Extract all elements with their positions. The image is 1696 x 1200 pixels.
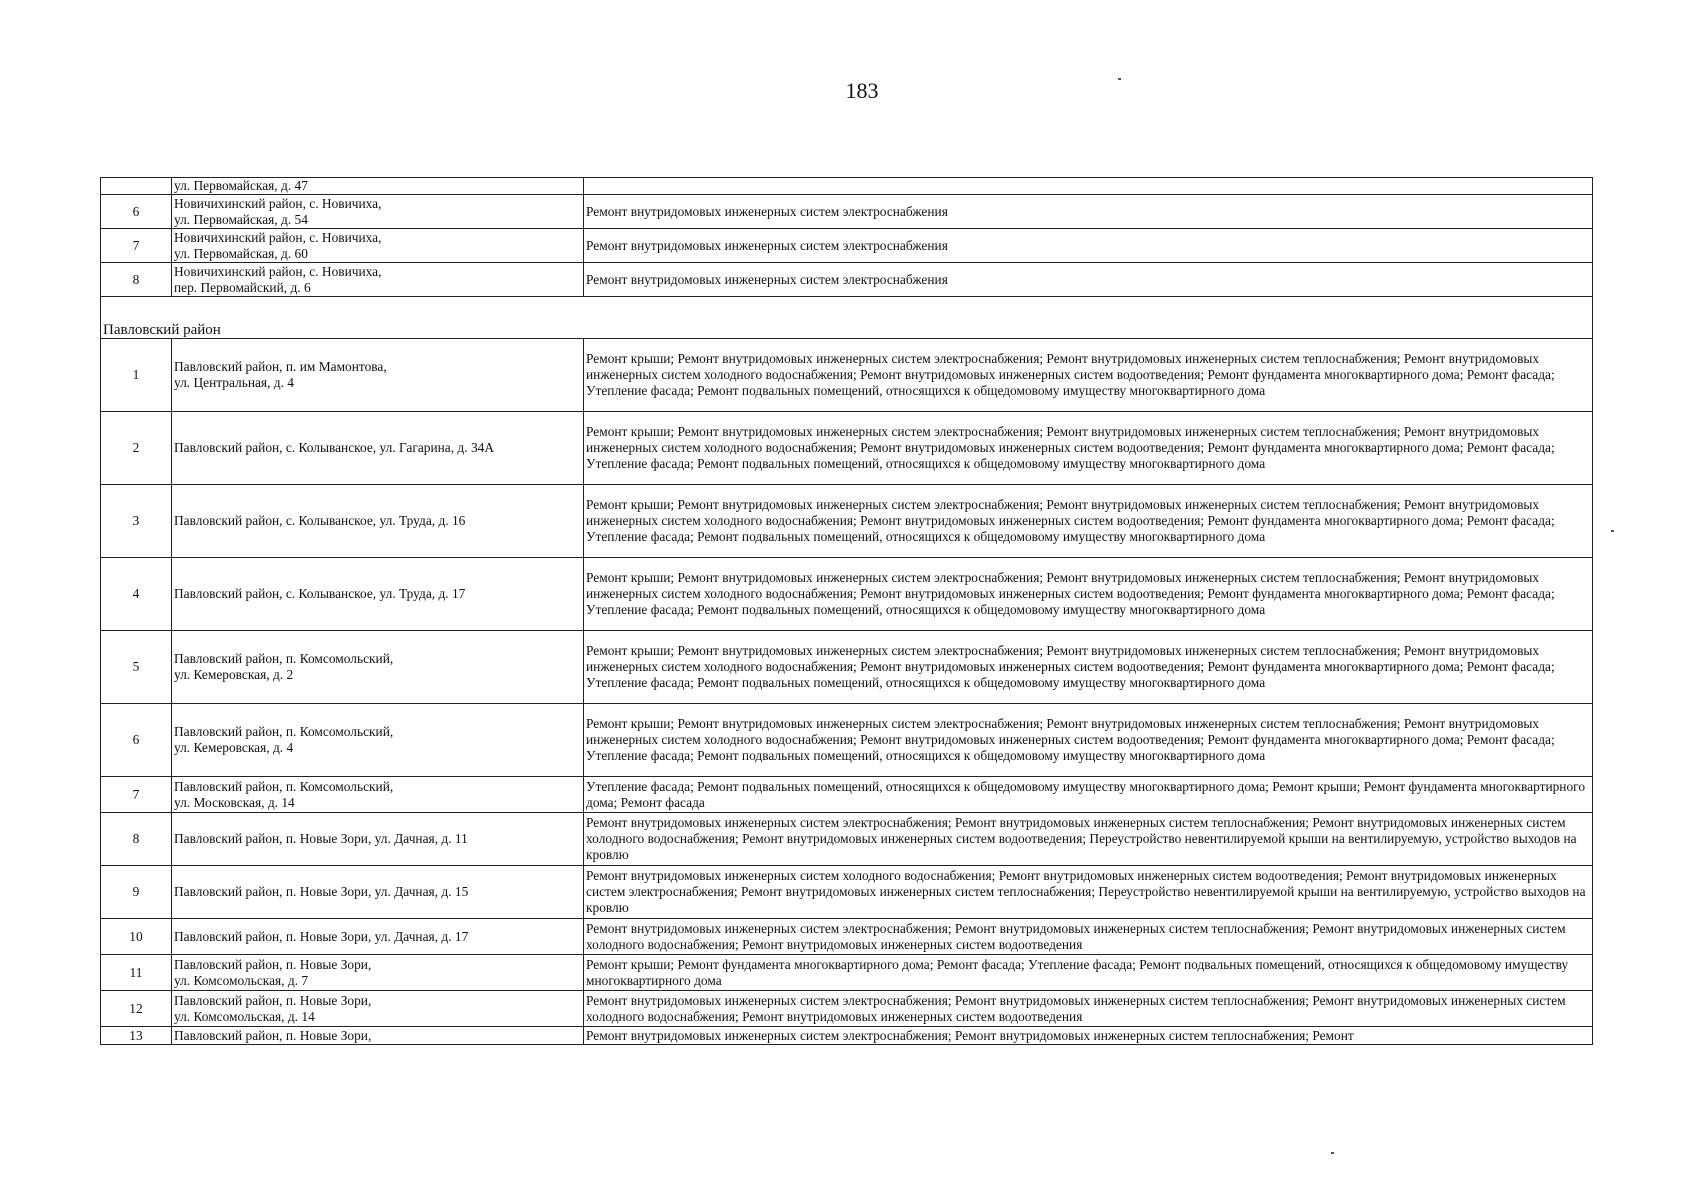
scan-speck (1611, 530, 1614, 532)
row-address: Павловский район, с. Колыванское, ул. Труда, д. 16 (172, 485, 584, 558)
row-number: 12 (101, 991, 172, 1027)
row-number: 2 (101, 412, 172, 485)
row-number: 13 (101, 1027, 172, 1045)
table-row (101, 263, 1593, 297)
row-address: Новичихинский район, с. Новичиха, ул. Первомайская, д. 60 (172, 229, 584, 263)
row-works (584, 178, 1593, 195)
row-address: Новичихинский район, с. Новичиха, пер. Первомайский, д. 6 (172, 263, 584, 297)
table-row (101, 866, 1593, 919)
table-row (101, 195, 1593, 229)
scan-speck (1331, 1152, 1334, 1154)
row-address: Павловский район, п. Новые Зори, ул. Комсомольская, д. 14 (172, 991, 584, 1027)
row-number: 7 (101, 229, 172, 263)
row-works: Ремонт крыши; Ремонт внутридомовых инженерных систем электроснабжения; Ремонт внутридомовых инженерных систем теплоснабжения; Ремонт внутридомовых инженерных систем холодного водоснабжения; Ремонт внутридомовых инженерных систем водоотведения; Ремонт фундамента многоквартирного дома; Ремонт фасада; Утепление фасада; Ремонт подвальных помещений, относящихся к общедомовому имуществу многоквартирного дома (584, 558, 1593, 631)
row-number: 8 (101, 263, 172, 297)
row-address: Павловский район, с. Колыванское, ул. Труда, д. 17 (172, 558, 584, 631)
table-row (101, 412, 1593, 485)
row-address: Павловский район, с. Колыванское, ул. Гагарина, д. 34А (172, 412, 584, 485)
table-row (101, 1027, 1593, 1045)
row-works: Ремонт внутридомовых инженерных систем электроснабжения; Ремонт внутридомовых инженерных систем теплоснабжения; Ремонт внутридомовых инженерных систем холодного водоснабжения; Ремонт внутридомовых инженерных систем водоотведения (584, 919, 1593, 955)
row-works: Ремонт крыши; Ремонт внутридомовых инженерных систем электроснабжения; Ремонт внутридомовых инженерных систем теплоснабжения; Ремонт внутридомовых инженерных систем холодного водоснабжения; Ремонт внутридомовых инженерных систем водоотведения; Ремонт фундамента многоквартирного дома; Ремонт фасада; Утепление фасада; Ремонт подвальных помещений, относящихся к общедомовому имуществу многоквартирного дома (584, 485, 1593, 558)
row-works: Ремонт крыши; Ремонт внутридомовых инженерных систем электроснабжения; Ремонт внутридомовых инженерных систем теплоснабжения; Ремонт внутридомовых инженерных систем холодного водоснабжения; Ремонт внутридомовых инженерных систем водоотведения; Ремонт фундамента многоквартирного дома; Ремонт фасада; Утепление фасада; Ремонт подвальных помещений, относящихся к общедомовому имуществу многоквартирного дома (584, 704, 1593, 777)
repair-registry-table (100, 177, 1593, 1045)
row-works: Ремонт внутридомовых инженерных систем электроснабжения (584, 263, 1593, 297)
row-works: Утепление фасада; Ремонт подвальных помещений, относящихся к общедомовому имуществу многоквартирного дома; Ремонт крыши; Ремонт фундамента многоквартирного дома; Ремонт фасада (584, 777, 1593, 813)
row-works: Ремонт внутридомовых инженерных систем электроснабжения; Ремонт внутридомовых инженерных систем теплоснабжения; Ремонт (584, 1027, 1593, 1045)
row-works: Ремонт внутридомовых инженерных систем электроснабжения; Ремонт внутридомовых инженерных систем теплоснабжения; Ремонт внутридомовых инженерных систем холодного водоснабжения; Ремонт внутридомовых инженерных систем водоотведения (584, 991, 1593, 1027)
table-row (101, 777, 1593, 813)
table-row (101, 178, 1593, 195)
row-number: 4 (101, 558, 172, 631)
row-address: Павловский район, п. Новые Зори, ул. Дачная, д. 17 (172, 919, 584, 955)
row-address: Павловский район, п. Новые Зори, ул. Дачная, д. 15 (172, 866, 584, 919)
table-row (101, 704, 1593, 777)
row-address: Павловский район, п. им Мамонтова, ул. Центральная, д. 4 (172, 339, 584, 412)
row-works: Ремонт крыши; Ремонт внутридомовых инженерных систем электроснабжения; Ремонт внутридомовых инженерных систем теплоснабжения; Ремонт внутридомовых инженерных систем холодного водоснабжения; Ремонт внутридомовых инженерных систем водоотведения; Ремонт фундамента многоквартирного дома; Ремонт фасада; Утепление фасада; Ремонт подвальных помещений, относящихся к общедомовому имуществу многоквартирного дома (584, 631, 1593, 704)
row-address: Павловский район, п. Комсомольский, ул. Кемеровская, д. 2 (172, 631, 584, 704)
page-number: 183 (845, 78, 879, 103)
table-row (101, 991, 1593, 1027)
table-row (101, 955, 1593, 991)
row-address: Павловский район, п. Комсомольский, ул. Московская, д. 14 (172, 777, 584, 813)
row-works: Ремонт крыши; Ремонт фундамента многоквартирного дома; Ремонт фасада; Утепление фасада; Ремонт подвальных помещений, относящихся к общедомовому имуществу многоквартирного дома (584, 955, 1593, 991)
row-works: Ремонт внутридомовых инженерных систем холодного водоснабжения; Ремонт внутридомовых инженерных систем водоотведения; Ремонт внутридомовых инженерных систем электроснабжения; Ремонт внутридомовых инженерных систем теплоснабжения; Переустройство невентилируемой крыши на вентилируемую, устройство выходов на кровлю (584, 866, 1593, 919)
table-row (101, 919, 1593, 955)
row-works: Ремонт внутридомовых инженерных систем электроснабжения; Ремонт внутридомовых инженерных систем теплоснабжения; Ремонт внутридомовых инженерных систем холодного водоснабжения; Ремонт внутридомовых инженерных систем водоотведения; Переустройство невентилируемой крыши на вентилируемую, устройство выходов на кровлю (584, 813, 1593, 866)
row-number: 11 (101, 955, 172, 991)
group-header-row (101, 297, 1593, 339)
scan-speck (1118, 78, 1121, 80)
row-works: Ремонт крыши; Ремонт внутридомовых инженерных систем электроснабжения; Ремонт внутридомовых инженерных систем теплоснабжения; Ремонт внутридомовых инженерных систем холодного водоснабжения; Ремонт внутридомовых инженерных систем водоотведения; Ремонт фундамента многоквартирного дома; Ремонт фасада; Утепление фасада; Ремонт подвальных помещений, относящихся к общедомовому имуществу многоквартирного дома (584, 412, 1593, 485)
row-address: Новичихинский район, с. Новичиха, ул. Первомайская, д. 54 (172, 195, 584, 229)
row-number: 6 (101, 195, 172, 229)
table-row (101, 631, 1593, 704)
row-address: Павловский район, п. Новые Зори, ул. Дачная, д. 11 (172, 813, 584, 866)
row-number (101, 178, 172, 195)
row-number: 6 (101, 704, 172, 777)
table-row (101, 558, 1593, 631)
row-address: ул. Первомайская, д. 47 (172, 178, 584, 195)
table-body-pavlovsky (101, 339, 1593, 1045)
table-body-top (101, 178, 1593, 339)
row-address: Павловский район, п. Новые Зори, (172, 1027, 584, 1045)
table-row (101, 339, 1593, 412)
row-number: 5 (101, 631, 172, 704)
row-number: 10 (101, 919, 172, 955)
row-number: 8 (101, 813, 172, 866)
row-address: Павловский район, п. Новые Зори, ул. Комсомольская, д. 7 (172, 955, 584, 991)
row-works: Ремонт внутридомовых инженерных систем электроснабжения (584, 195, 1593, 229)
row-address: Павловский район, п. Комсомольский, ул. Кемеровская, д. 4 (172, 704, 584, 777)
table-row (101, 813, 1593, 866)
row-works: Ремонт крыши; Ремонт внутридомовых инженерных систем электроснабжения; Ремонт внутридомовых инженерных систем теплоснабжения; Ремонт внутридомовых инженерных систем холодного водоснабжения; Ремонт внутридомовых инженерных систем водоотведения; Ремонт фундамента многоквартирного дома; Ремонт фасада; Утепление фасада; Ремонт подвальных помещений, относящихся к общедомовому имуществу многоквартирного дома (584, 339, 1593, 412)
row-number: 3 (101, 485, 172, 558)
group-title: Павловский район (101, 297, 1593, 339)
table-row (101, 229, 1593, 263)
table-row (101, 485, 1593, 558)
row-works: Ремонт внутридомовых инженерных систем электроснабжения (584, 229, 1593, 263)
row-number: 9 (101, 866, 172, 919)
row-number: 7 (101, 777, 172, 813)
row-number: 1 (101, 339, 172, 412)
